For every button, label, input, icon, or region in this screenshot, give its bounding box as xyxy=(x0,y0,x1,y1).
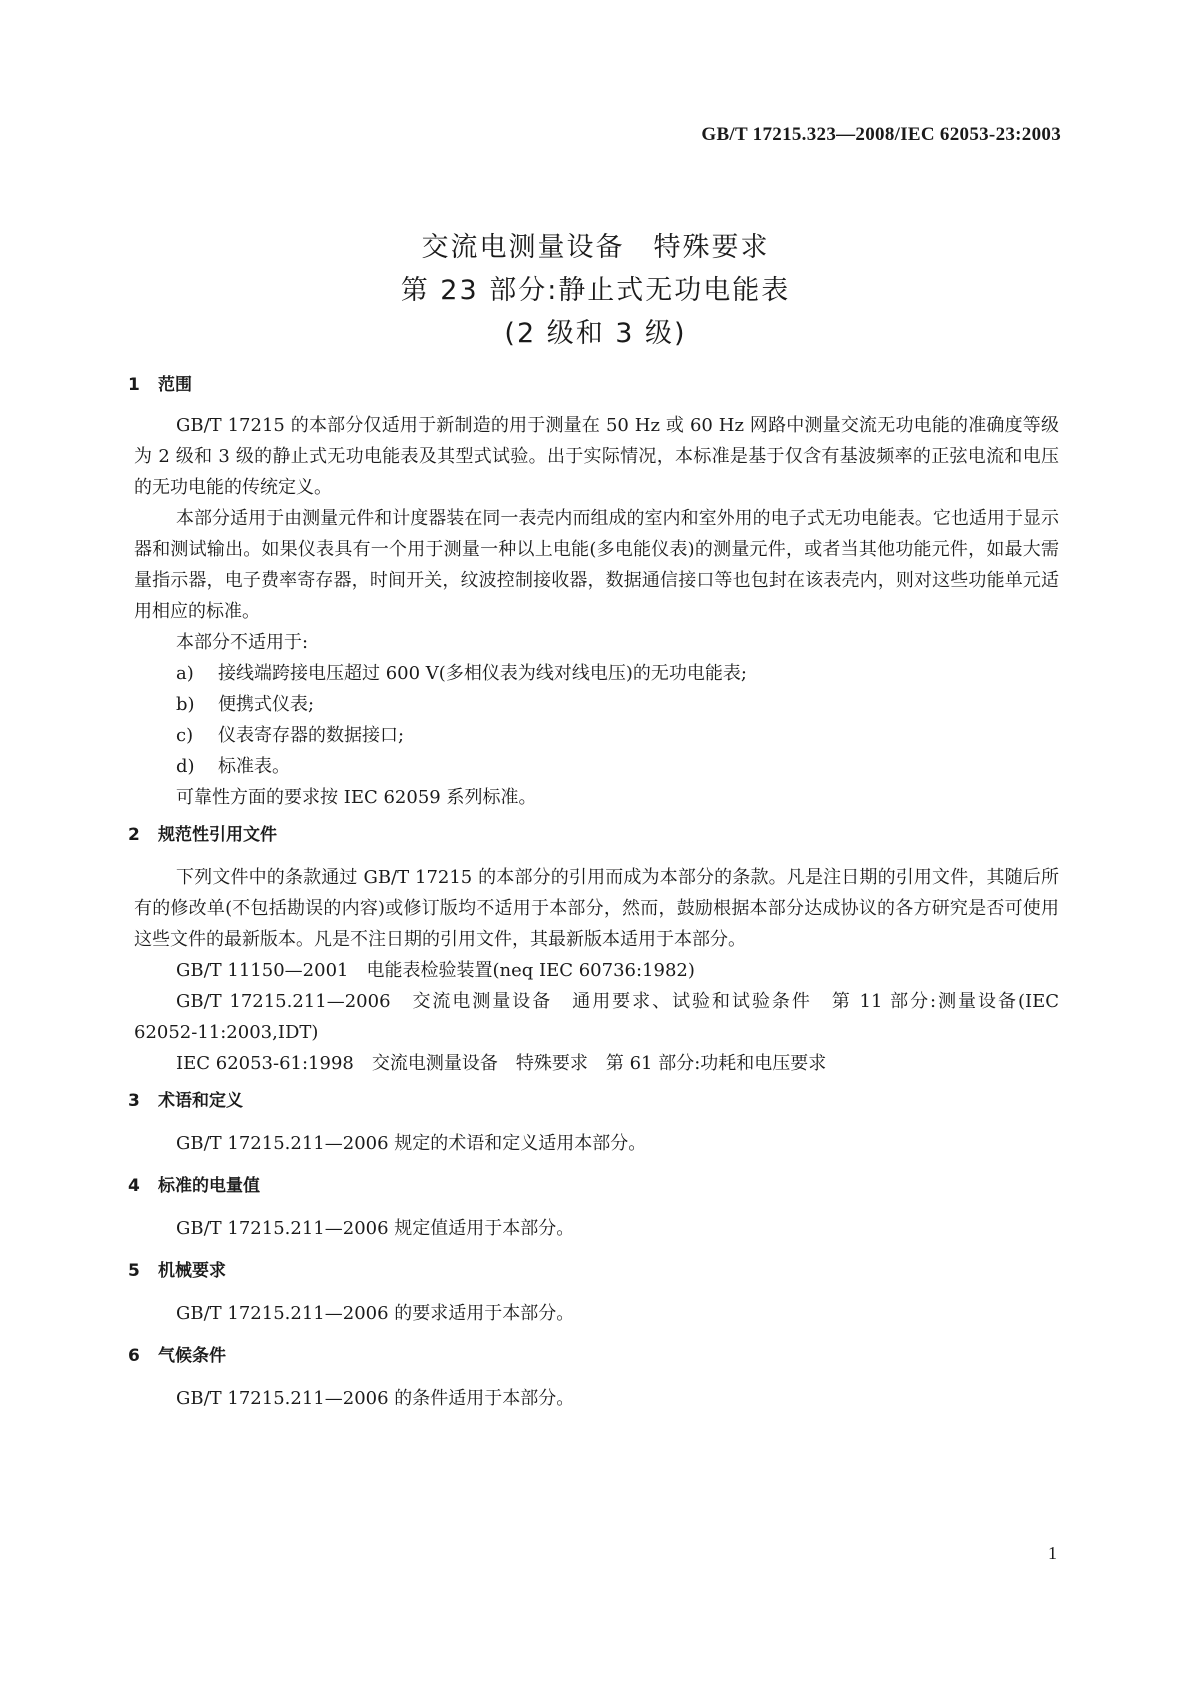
section-1-heading xyxy=(128,372,192,398)
section-1-paragraph-3: 本部分不适用于: xyxy=(176,632,309,653)
list-marker: d) xyxy=(176,756,195,777)
section-2-heading xyxy=(128,822,1059,848)
section-4-heading xyxy=(128,1173,1059,1199)
list-text: 接线端跨接电压超过 600 V(多相仪表为线对线电压)的无功电能表; xyxy=(218,663,747,684)
title-line-1: 交流电测量设备 特殊要求 xyxy=(421,232,770,263)
section-3-paragraph-1: GB/T 17215.211—2006 规定的术语和定义适用本部分。 xyxy=(176,1133,647,1154)
document-body xyxy=(128,375,1059,1414)
list-text: 标准表。 xyxy=(218,756,290,777)
standard-number: GB/T 17215.323—2008/IEC 62053-23:2003 xyxy=(701,124,1061,145)
list-item xyxy=(134,751,1059,782)
section-title: 术语和定义 xyxy=(158,1091,243,1111)
section-number: 3 xyxy=(128,1091,140,1111)
section-number: 2 xyxy=(128,825,140,845)
list-item xyxy=(134,720,1059,751)
section-5-heading xyxy=(128,1258,1059,1284)
section-1-paragraph-4: 可靠性方面的要求按 IEC 62059 系列标准。 xyxy=(176,787,537,808)
section-title: 气候条件 xyxy=(158,1346,226,1366)
list-text: 仪表寄存器的数据接口; xyxy=(218,725,405,746)
list-marker: a) xyxy=(176,663,194,684)
section-2-paragraph-1: 下列文件中的条款通过 GB/T 17215 的本部分的引用而成为本部分的条款。凡是注日期的引用文件，其随后所有的修改单(不包括勘误的内容)或修订版均不适用于本部分，然而，鼓励根据本部分达成协议的各方研究是否可使用这些文件的最新版本。凡是不注日期的引用文件，其最新版本适用于本部分。 xyxy=(134,867,1059,950)
section-number: 6 xyxy=(128,1346,140,1366)
section-3-heading xyxy=(128,1088,1059,1114)
section-title: 范围 xyxy=(158,375,192,395)
reference-item: GB/T 11150—2001 电能表检验装置(neq IEC 60736:1982) xyxy=(176,960,695,981)
page-number: 1 xyxy=(1048,1543,1057,1563)
section-number: 4 xyxy=(128,1176,140,1196)
list-item xyxy=(134,658,1059,689)
section-title: 机械要求 xyxy=(158,1261,226,1281)
title-line-3: (2 级和 3 级) xyxy=(504,318,687,349)
section-1-paragraph-2: 本部分适用于由测量元件和计度器装在同一表壳内而组成的室内和室外用的电子式无功电能表。它也适用于显示器和测试输出。如果仪表具有一个用于测量一种以上电能(多电能仪表)的测量元件，或者当其他功能元件，如最大需量指示器，电子费率寄存器，时间开关，纹波控制接收器，数据通信接口等也包封在该表壳内，则对这些功能单元适用相应的标准。 xyxy=(134,508,1059,622)
list-item xyxy=(134,689,1059,720)
reference-item: GB/T 17215.211—2006 交流电测量设备 通用要求、试验和试验条件 第 11 部分:测量设备(IEC 62052-11:2003,IDT) xyxy=(134,991,1059,1043)
section-title: 规范性引用文件 xyxy=(158,825,277,845)
section-4-paragraph-1: GB/T 17215.211—2006 规定值适用于本部分。 xyxy=(176,1218,575,1239)
list-text: 便携式仪表; xyxy=(218,694,315,715)
section-title: 标准的电量值 xyxy=(158,1176,260,1196)
list-marker: b) xyxy=(176,694,195,715)
section-number: 1 xyxy=(128,375,140,395)
reference-item: IEC 62053-61:1998 交流电测量设备 特殊要求 第 61 部分:功耗和电压要求 xyxy=(176,1053,827,1074)
list-marker: c) xyxy=(176,725,194,746)
section-6-heading xyxy=(128,1343,1059,1369)
document-title xyxy=(0,226,1191,355)
section-6-paragraph-1: GB/T 17215.211—2006 的条件适用于本部分。 xyxy=(176,1388,575,1409)
section-1-paragraph-1: GB/T 17215 的本部分仅适用于新制造的用于测量在 50 Hz 或 60 Hz 网路中测量交流无功电能的准确度等级为 2 级和 3 级的静止式无功电能表及其型式试验。出于实际情况，本标准是基于仅含有基波频率的正弦电流和电压的无功电能的传统定义。 xyxy=(134,415,1059,498)
section-5-paragraph-1: GB/T 17215.211—2006 的要求适用于本部分。 xyxy=(176,1303,575,1324)
section-number: 5 xyxy=(128,1261,140,1281)
title-line-2: 第 23 部分:静止式无功电能表 xyxy=(400,275,791,306)
